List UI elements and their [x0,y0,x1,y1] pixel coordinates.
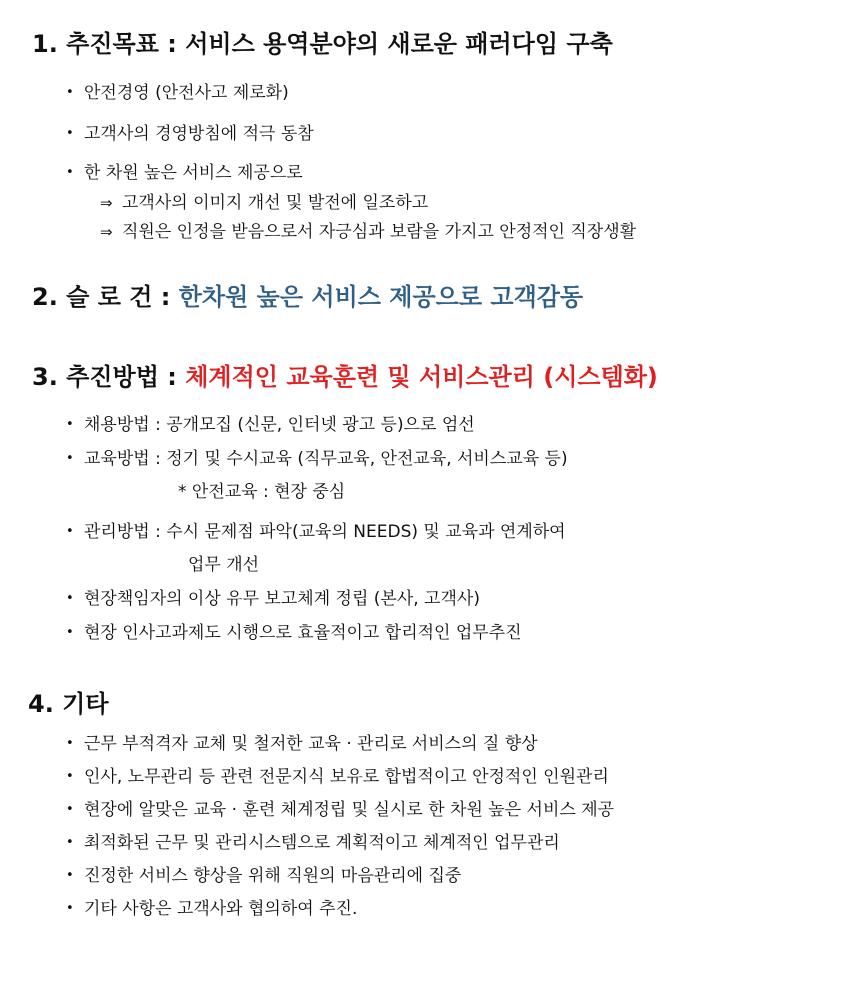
bullet-icon: • [66,126,74,141]
bullet-icon: • [66,868,74,883]
bullet-icon: • [66,901,74,916]
bullet-icon: • [66,524,74,539]
section3-heading [32,357,658,392]
list-item: • 채용방법 : 공개모집 (신문, 인터넷 광고 등)으로 엄선 [66,415,475,435]
list-item: • 현장 인사고과제도 시행으로 효율적이고 합리적인 업무추진 [66,623,522,643]
arrow-right-icon: ⇒ [100,194,113,212]
bullet-icon: • [66,85,74,100]
bullet-icon: • [66,736,74,751]
list-item: • 최적화된 근무 및 관리시스템으로 계획적이고 체계적인 업무관리 [66,833,560,853]
bullet-icon: • [66,625,74,640]
list-item: • 교육방법 : 정기 및 수시교육 (직무교육, 안전교육, 서비스교육 등) [66,449,568,469]
slogan-text: 한차원 높은 서비스 제공으로 고객감동 [178,283,584,311]
bullet-icon: • [66,591,74,606]
bullet-icon: • [66,165,74,180]
list-item: • 고객사의 경영방침에 적극 동참 [66,124,314,144]
section1-heading: 1. 추진목표 : 서비스 용역분야의 새로운 패러다임 구축 [32,30,613,58]
list-item: • 안전경영 (안전사고 제로화) [66,83,289,103]
continuation-text: 업무 개선 [188,555,260,575]
bullet-icon: • [66,802,74,817]
bullet-icon: • [66,835,74,850]
arrow-right-icon: ⇒ [100,223,113,241]
list-item: • 현장에 알맞은 교육 · 훈련 체계정립 및 실시로 한 차원 높은 서비스 제공 [66,800,615,820]
list-item: • 진정한 서비스 향상을 위해 직원의 마음관리에 집중 [66,866,462,886]
note-text: * 안전교육 : 현장 중심 [178,482,346,502]
section3-highlight: 체계적인 교육훈련 및 서비스관리 (시스템화) [185,363,658,391]
sub-list-item: ⇒ 직원은 인정을 받음으로서 자긍심과 보람을 가지고 안정적인 직장생활 [100,222,637,242]
bullet-icon: • [66,769,74,784]
section3-label: 3. 추진방법 : [32,363,177,391]
list-item: • 인사, 노무관리 등 관련 전문지식 보유로 합법적이고 안정적인 인원관리 [66,767,609,787]
list-item: • 근무 부적격자 교체 및 철저한 교육 · 관리로 서비스의 질 향상 [66,734,538,754]
list-item: • 한 차원 높은 서비스 제공으로 [66,163,303,183]
list-item: • 관리방법 : 수시 문제점 파악(교육의 NEEDS) 및 교육과 연계하여 [66,522,566,542]
bullet-icon: • [66,417,74,432]
section2-label: 2. 슬 로 건 : [32,283,171,311]
list-item: • 현장책임자의 이상 유무 보고체계 정립 (본사, 고객사) [66,589,480,609]
section2-heading [32,277,583,312]
list-item: • 기타 사항은 고객사와 협의하여 추진. [66,899,358,919]
section4-heading: 4. 기타 [28,690,109,718]
bullet-icon: • [66,451,74,466]
sub-list-item: ⇒ 고객사의 이미지 개선 및 발전에 일조하고 [100,193,429,213]
